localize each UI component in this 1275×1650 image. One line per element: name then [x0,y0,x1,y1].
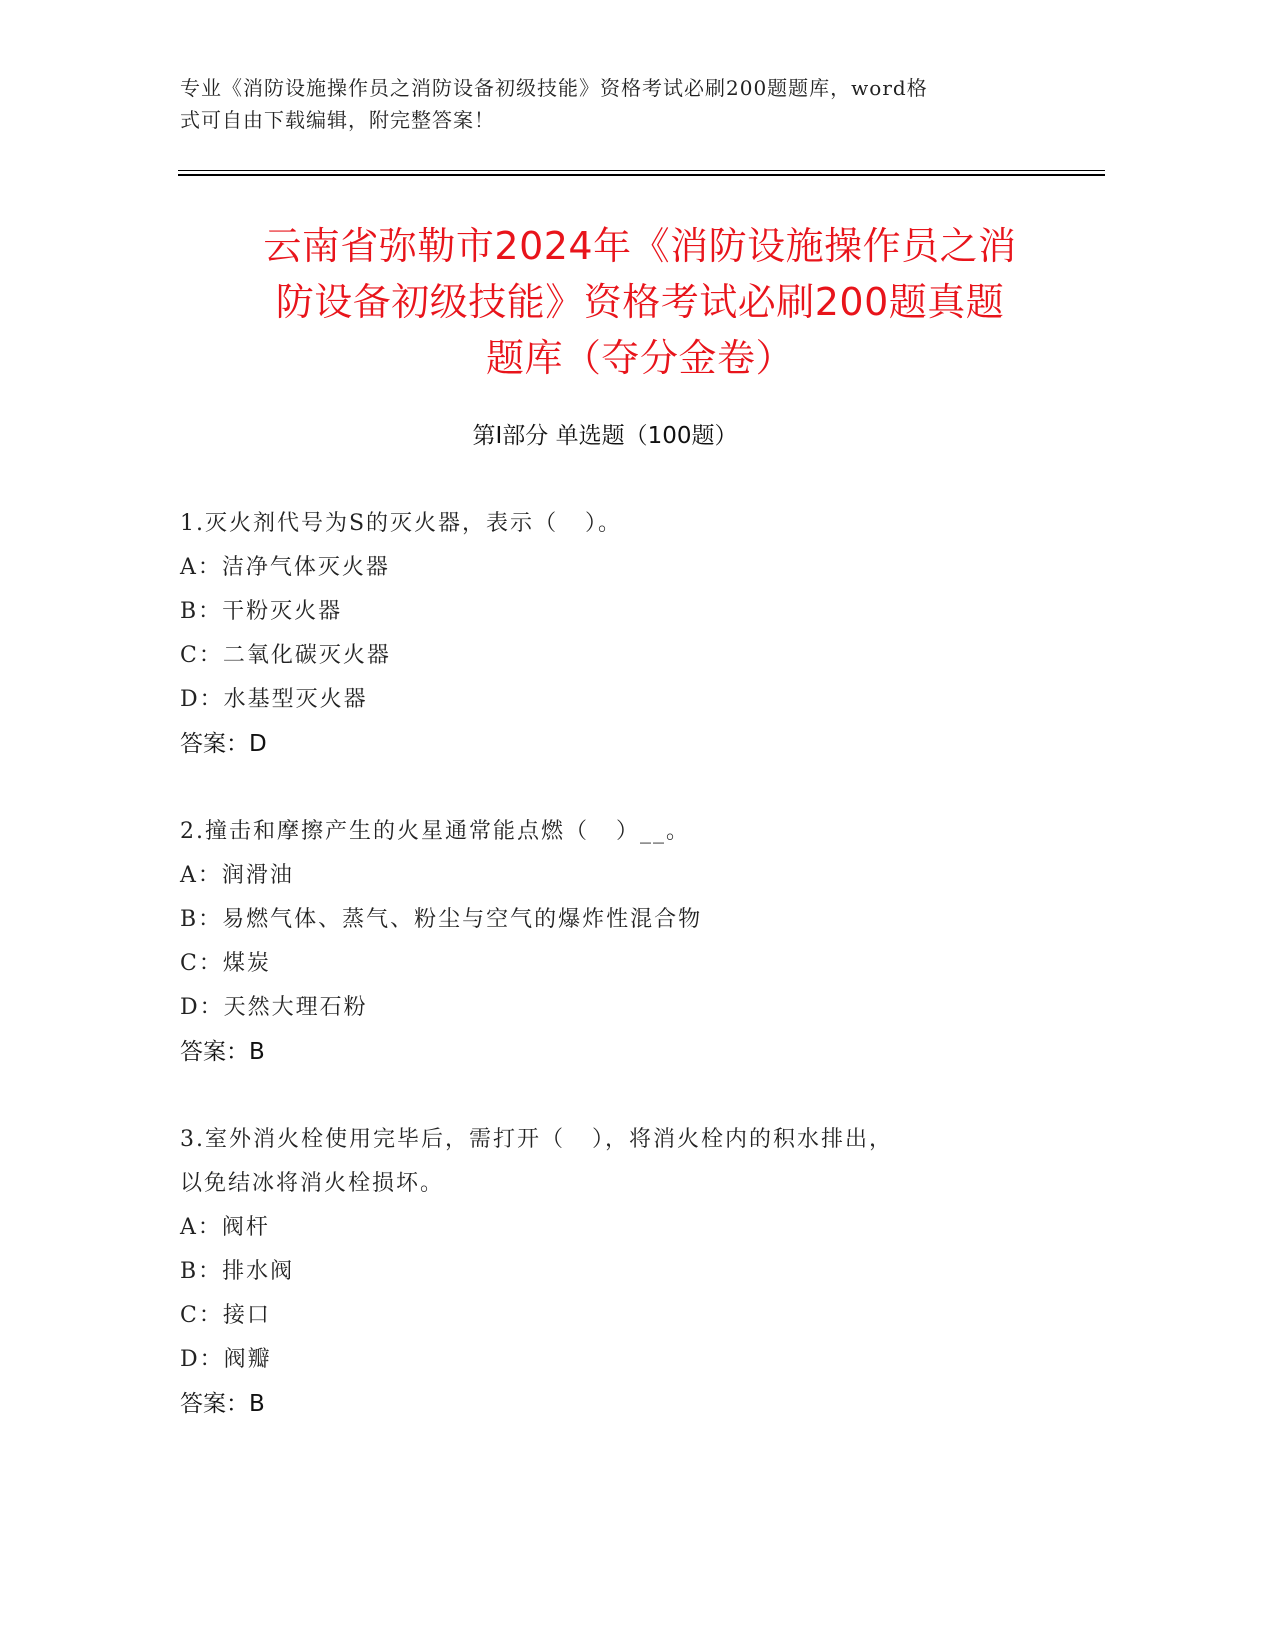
header-note-line-2: 式可自由下载编辑，附完整答案！ [180,108,495,132]
question-stem: 2.撞击和摩擦产生的火星通常能点燃（ ）__。 [180,819,690,844]
question-stem: 1.灭火剂代号为S的灭火器，表示（ ）。 [180,511,623,536]
header-note-line-1: 专业《消防设施操作员之消防设备初级技能》资格考试必刷200题题库，word格 [180,76,928,100]
option-b: B：干粉灭火器 [180,599,343,624]
question-2 [180,810,1080,1074]
question-list [180,502,1080,1470]
option-d: D：水基型灭火器 [180,687,368,712]
question-stem: 3.室外消火栓使用完毕后，需打开（ ），将消火栓内的积水排出， [180,1127,893,1152]
option-c: C：二氧化碳灭火器 [180,643,391,668]
option-d: D：阀瓣 [180,1347,272,1372]
answer: 答案：D [180,731,267,757]
section-heading: 第Ⅰ部分 单选题（100题） [472,423,738,449]
option-c: C：接口 [180,1303,271,1328]
option-b: B：易燃气体、蒸气、粉尘与空气的爆炸性混合物 [180,907,703,932]
document-title-line-1: 云南省弥勒市2024年《消防设施操作员之消 [263,224,1017,268]
option-d: D：天然大理石粉 [180,995,368,1020]
option-c: C：煤炭 [180,951,271,976]
header-note [180,72,1060,136]
document-title-line-2: 防设备初级技能》资格考试必刷200题真题 [275,280,1005,324]
option-a: A：洁净气体灭火器 [180,555,390,580]
header-divider-thin [178,170,1105,171]
document-title [160,218,1120,386]
document-title-line-3: 题库（夺分金卷） [485,336,794,380]
header-divider-thick [178,174,1105,176]
option-b: B：排水阀 [180,1259,295,1284]
question-3 [180,1118,1080,1426]
answer: 答案：B [180,1039,265,1065]
answer: 答案：B [180,1391,265,1417]
question-1 [180,502,1080,766]
option-a: A：阀杆 [180,1215,270,1240]
question-stem-continued: 以免结冰将消火栓损坏。 [180,1171,445,1196]
option-a: A：润滑油 [180,863,294,888]
